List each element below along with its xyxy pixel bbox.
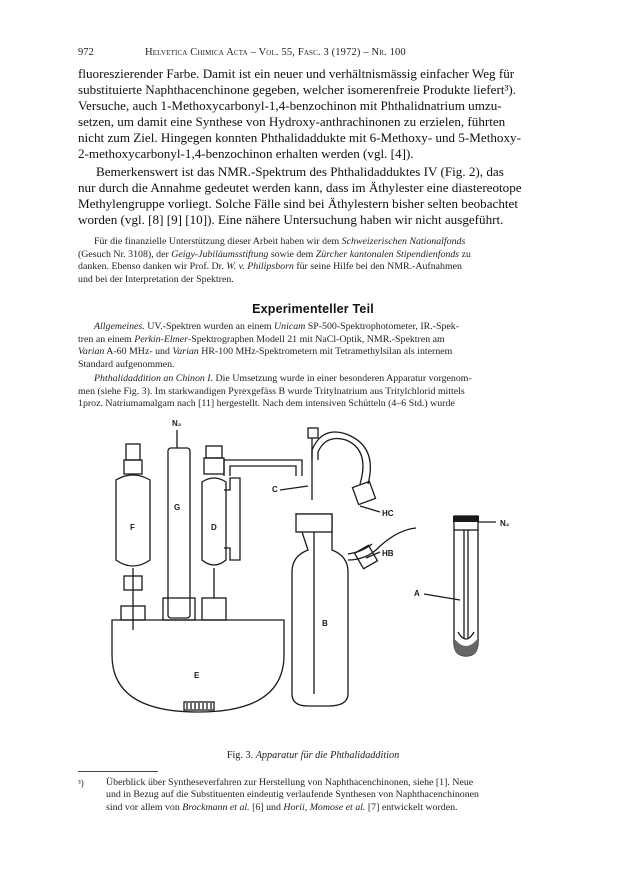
text: A-60 MHz- und	[104, 346, 173, 358]
text: -Spektrographen Modell 21 mit NaCl-Optik, NMR.-Spektren am	[187, 333, 445, 345]
ack-text: danken. Ebenso danken wir Prof. Dr.	[78, 261, 227, 273]
label-hc: HC	[382, 509, 394, 518]
text-line: fluoreszierender Farbe. Damit ist ein neuer und verhältnismässig einfacher Weg für	[78, 66, 515, 81]
footnote	[78, 777, 548, 814]
tube-g	[168, 448, 190, 618]
text: [7] entwickelt worden.	[365, 801, 458, 813]
instrument-name: Unicam	[274, 321, 306, 332]
label-d: D	[211, 523, 217, 532]
text-line: Methylengruppe vorliegt. Solche Fälle sind bei Äthylestern bisher selten beobachtet	[78, 196, 518, 211]
flask-e	[112, 620, 284, 712]
page-number: 972	[78, 47, 94, 58]
ack-text: und bei der Interpretation der Spektren.	[78, 273, 234, 285]
ack-sponsor: Geigy-Jubiläumsstiftung	[171, 248, 269, 260]
footnote-line: Überblick über Syntheseverfahren zur Herstellung von Naphthacenchinonen, siehe [1]. Neue	[106, 777, 474, 788]
label-e: E	[194, 671, 200, 680]
label-hb: HB	[382, 549, 394, 558]
instrument-name: Perkin-Elmer	[134, 333, 188, 345]
text-line: setzen, um damit eine Synthese von Hydroxy-anthrachinonen zu erzielen, führten	[78, 114, 506, 129]
label-n2-right: N₂	[500, 519, 510, 528]
label-a: A	[414, 589, 420, 598]
text: HR-100 MHz-Spektrometern mit Tetramethylsilan als internem	[198, 346, 453, 358]
vessel-d	[202, 478, 226, 565]
text: sind vor allem von	[106, 801, 183, 813]
label-g: G	[174, 503, 181, 512]
label-b: B	[322, 619, 328, 628]
text-line: Bemerkenswert ist das NMR.-Spektrum des Phthalidadduktes IV (Fig. 2), das	[96, 164, 504, 179]
run-in-heading: Phthalidaddition an Chinon I.	[94, 373, 214, 384]
text: [6] und	[249, 801, 284, 813]
text: men (siehe Fig. 3). Im starkwandigen Pyrexgefäss B wurde Tritylnatrium aus Tritylchlorid mittels	[78, 385, 465, 397]
figure-caption	[78, 750, 548, 761]
footnote-line: und in Bezug auf die Substituenten eindeutig verlaufende Synthesen von Naphthacenchinonen	[106, 789, 479, 801]
ack-text: für seine Hilfe bei den NMR.-Aufnahmen	[293, 261, 462, 273]
footnote-line	[106, 802, 548, 814]
ack-person: W. v. Philipsborn	[226, 261, 294, 273]
author-names: Horii, Momose et al.	[283, 801, 366, 813]
text-line: nicht zum Ziel. Hingegen konnten Phthalidaddukte mit 6-Methoxy- und 5-Methoxy-	[78, 130, 521, 145]
footnote-rule	[78, 771, 158, 772]
run-in-heading: Allgemeines.	[94, 321, 145, 332]
apparatus-figure	[96, 420, 546, 750]
phthalid-paragraph	[78, 373, 548, 411]
ack-text: (Gesuch Nr. 3108), der	[78, 248, 172, 260]
text-line: 2-methoxycarbonyl-1,4-benzochinon erhalten werden (vgl. [4]).	[78, 146, 414, 161]
running-head: Helvetica Chimica Acta – Vol. 55, Fasc. 3 (1972) – Nr. 100	[145, 47, 406, 58]
text: tren an einem	[78, 333, 135, 345]
apparatus-drawing	[96, 420, 546, 750]
text: UV.-Spektren wurden an einem	[144, 321, 274, 332]
text: 1proz. Natriumamalgam nach [11] hergestellt. Nach dem intensiven Schütteln (4–6 Std.) wurde	[78, 398, 455, 410]
caption-title: Apparatur für die Phthalidaddition	[255, 750, 400, 761]
text: SP-500-Spektrophotometer, IR.-Spek-	[305, 321, 460, 332]
acknowledgement	[78, 236, 548, 286]
footnote-mark: ³)	[78, 778, 84, 788]
text-line: substituierte Naphthacenchinone gegeben, welcher isomerenfreie Produkte liefert³).	[78, 82, 517, 97]
vessel-b	[292, 514, 348, 706]
ack-sponsor: Schweizerischen Nationalfonds	[341, 236, 466, 247]
label-f: F	[130, 523, 135, 532]
caption-prefix: Fig. 3.	[226, 750, 256, 761]
text-line: Versuche, auch 1-Methoxycarbonyl-1,4-benzochinon mit Phthalidnatrium umzu-	[78, 98, 502, 113]
ack-text: Für die finanzielle Unterstützung dieser Arbeit haben wir dem	[94, 236, 342, 247]
ack-sponsor: Zürcher kantonalen Stipendienfonds	[315, 248, 460, 260]
ack-text: zu	[459, 248, 471, 260]
author-names: Brockmann et al.	[182, 801, 250, 813]
instrument-name: Varian	[78, 346, 105, 358]
paragraph-2	[78, 164, 548, 228]
text: Standard aufgenommen.	[78, 358, 175, 370]
section-heading: Experimenteller Teil	[252, 302, 374, 316]
connecting-tube-c	[224, 460, 302, 476]
paragraph-1	[78, 66, 548, 162]
text: Die Umsetzung wurde in einer besonderen Apparatur vorgenom-	[213, 373, 472, 384]
label-c: C	[272, 485, 278, 494]
instrument-name: Varian	[172, 346, 199, 358]
label-n2-top: N₂	[172, 420, 182, 428]
ack-text: sowie dem	[268, 248, 316, 260]
tube-a	[454, 530, 478, 656]
funnel-f-stopper	[126, 444, 140, 460]
text-line: worden (vgl. [8] [9] [10]). Eine nähere Untersuchung haben wir nicht ausgeführt.	[78, 212, 504, 227]
general-paragraph	[78, 321, 548, 371]
text-line: nur durch die Annahme gedeutet werden kann, dass im Äthylester eine diastereotope	[78, 180, 522, 195]
funnel-f	[116, 475, 150, 566]
